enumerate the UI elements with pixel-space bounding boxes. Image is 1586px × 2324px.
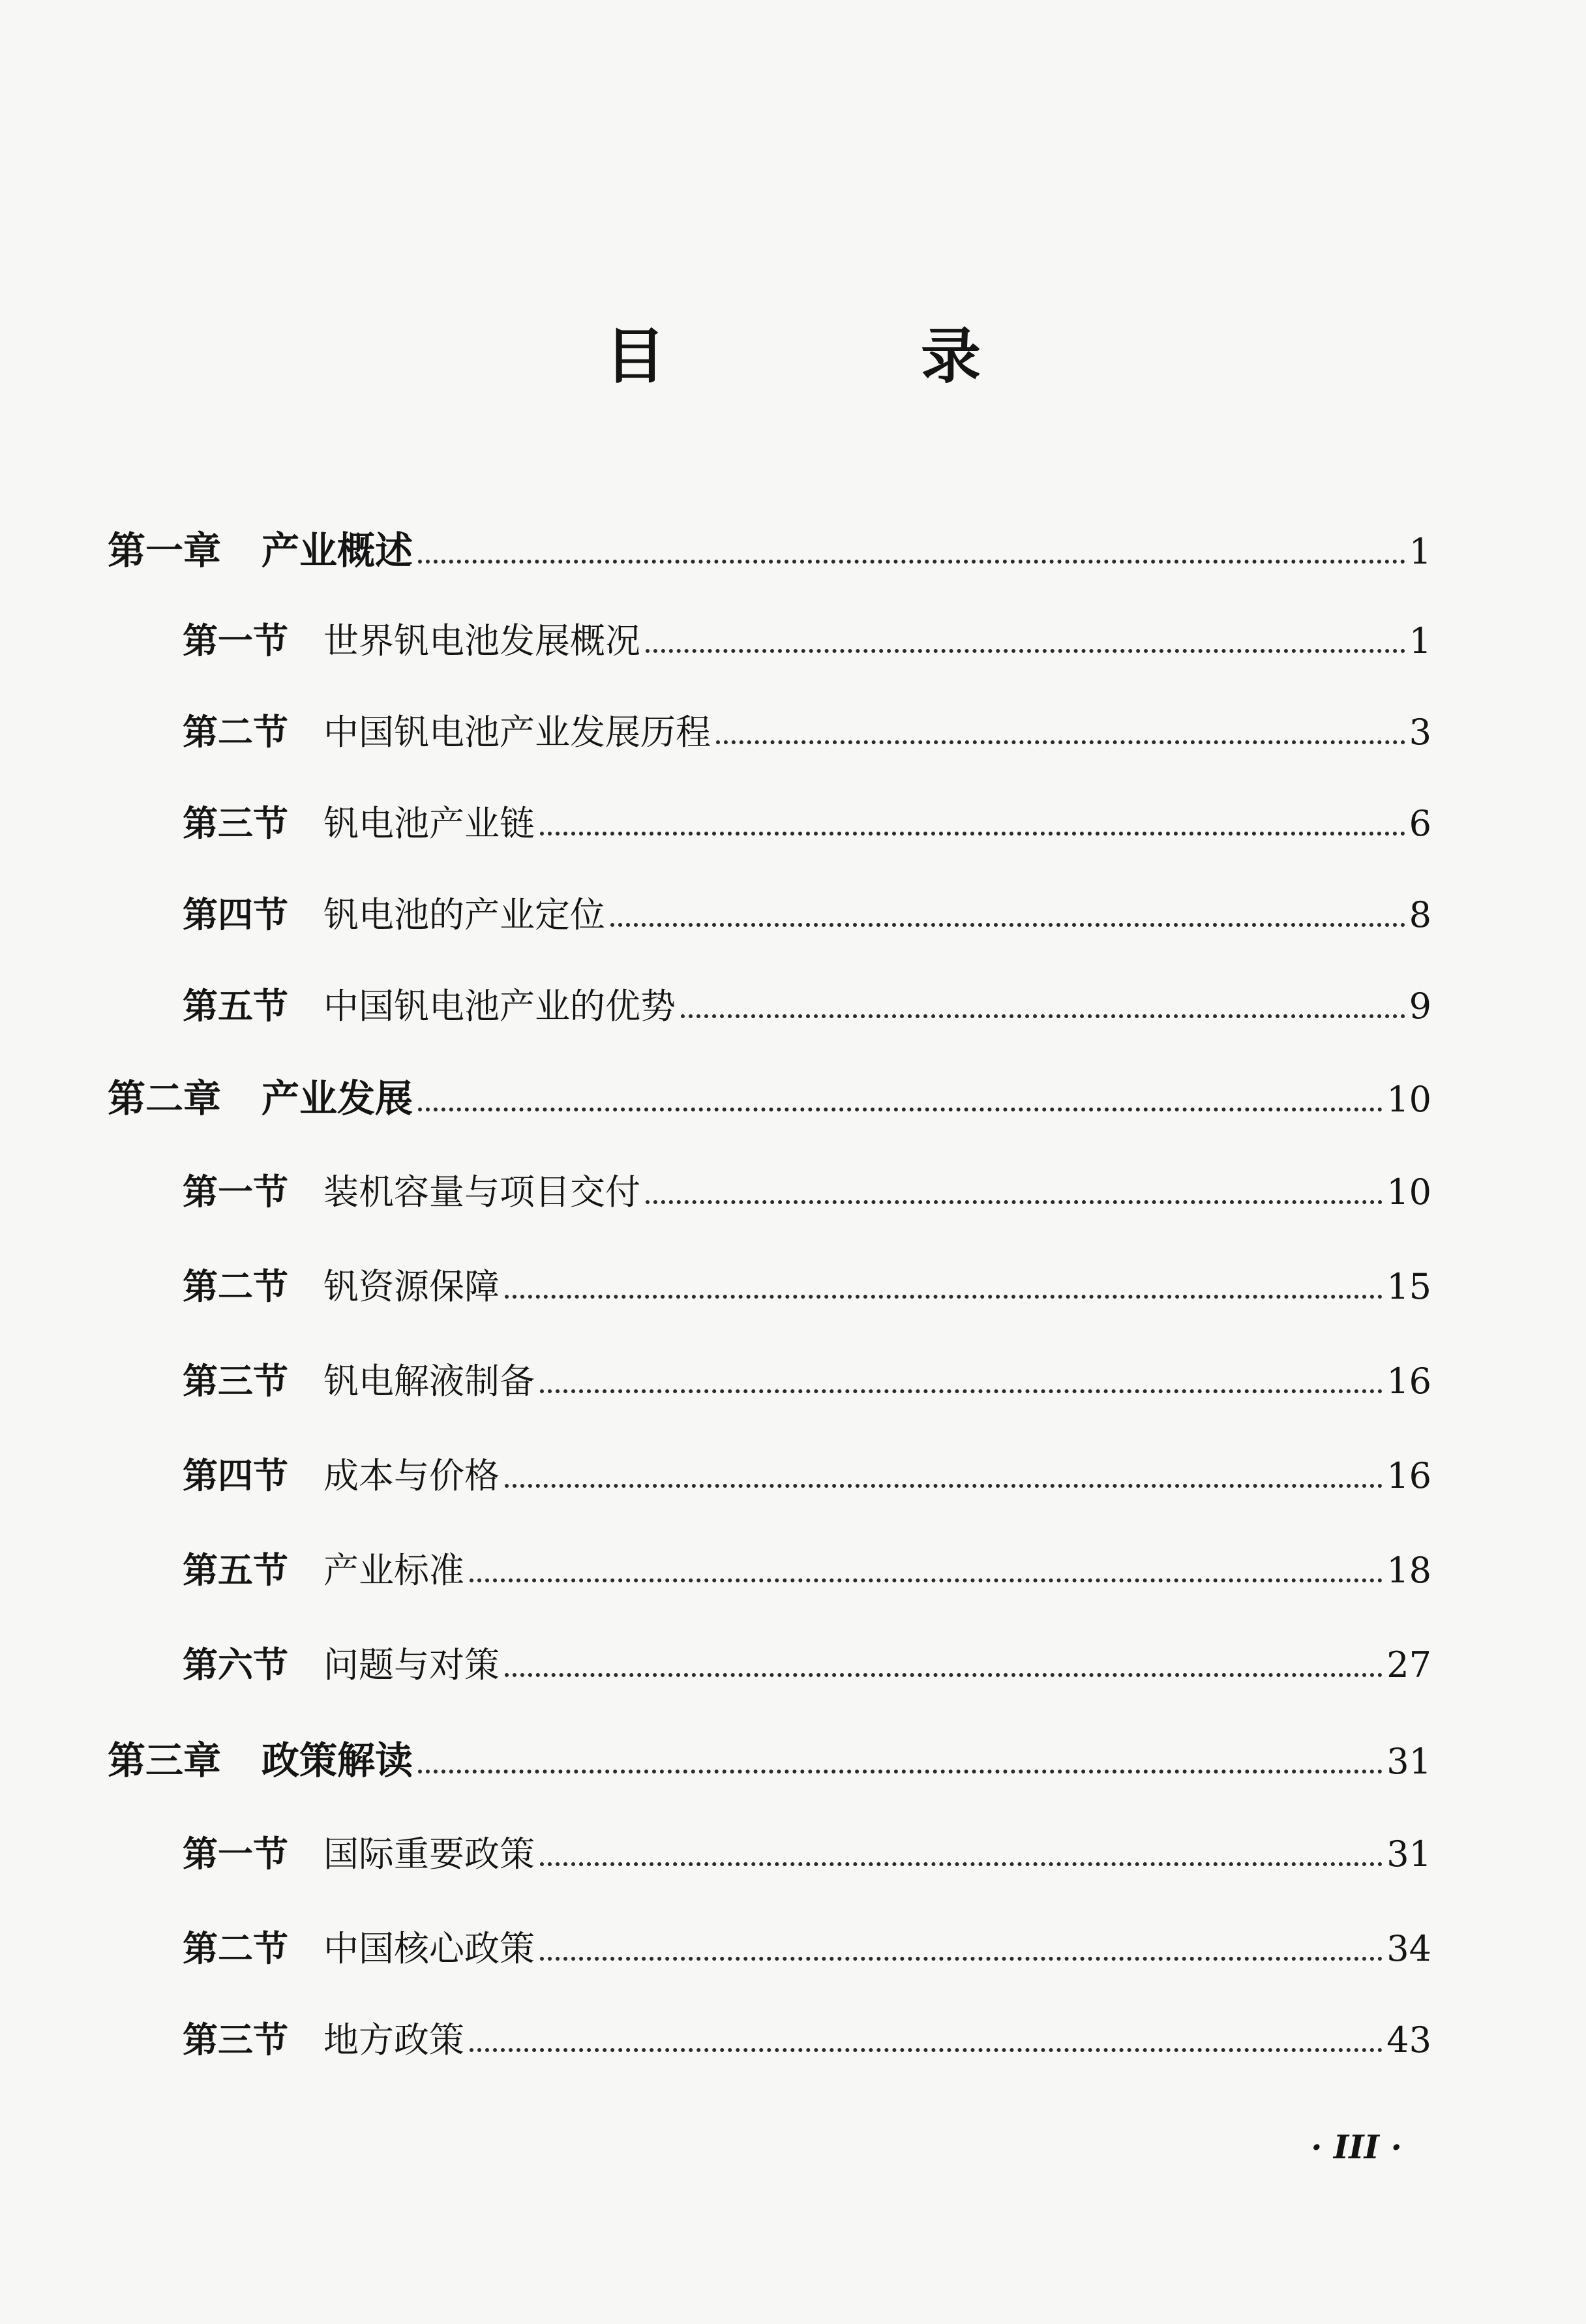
page-number: 8 (1409, 894, 1431, 935)
leader-dots (646, 649, 1405, 653)
section-number: 第三节 (183, 802, 288, 844)
page-number: 1 (1409, 620, 1431, 661)
leader-dots (470, 1578, 1383, 1582)
toc-section-2-5[interactable] (183, 1549, 1431, 1591)
page-number: 16 (1386, 1361, 1431, 1402)
page-number: 9 (1409, 986, 1431, 1027)
toc-section-1-5[interactable] (183, 985, 1431, 1027)
section-title: 中国钒电池产业的优势 (323, 986, 676, 1027)
section-title: 钒电解液制备 (323, 1361, 535, 1402)
toc-section-1-2[interactable] (183, 711, 1431, 753)
section-number: 第二节 (183, 711, 288, 753)
leader-dots (540, 1957, 1383, 1961)
page-number: 3 (1409, 712, 1431, 753)
toc-section-2-4[interactable] (183, 1455, 1431, 1496)
page-folio: · III · (1311, 2128, 1402, 2166)
section-title: 钒电池产业链 (323, 803, 535, 844)
page-number: 15 (1386, 1266, 1431, 1307)
section-title: 世界钒电池发展概况 (323, 620, 640, 661)
section-number: 第四节 (183, 1455, 288, 1496)
section-title: 问题与对策 (323, 1644, 500, 1685)
section-title: 国际重要政策 (323, 1834, 535, 1875)
toc-chapter-1[interactable] (108, 528, 1431, 573)
page-title: 目 录 (605, 321, 1099, 391)
chapter-number: 第二章 (108, 1076, 222, 1121)
toc-section-2-2[interactable] (183, 1265, 1431, 1307)
section-number: 第四节 (183, 894, 288, 935)
toc-section-3-3[interactable] (183, 2019, 1431, 2060)
section-number: 第一节 (183, 1171, 288, 1213)
section-number: 第一节 (183, 1833, 288, 1875)
section-number: 第五节 (183, 985, 288, 1027)
chapter-title: 政策解读 (262, 1738, 413, 1783)
page-number: 31 (1386, 1741, 1431, 1782)
leader-dots (610, 923, 1405, 927)
toc-section-3-2[interactable] (183, 1927, 1431, 1969)
leader-dots (646, 1200, 1383, 1204)
leader-dots (505, 1295, 1383, 1299)
toc-section-2-6[interactable] (183, 1644, 1431, 1685)
toc-chapter-3[interactable] (108, 1738, 1431, 1783)
leader-dots (681, 1014, 1405, 1018)
toc-section-1-1[interactable] (183, 620, 1431, 661)
section-title: 产业标准 (323, 1550, 464, 1591)
section-number: 第三节 (183, 2019, 288, 2060)
page-number: 16 (1386, 1455, 1431, 1496)
leader-dots (540, 1862, 1383, 1866)
section-title: 钒资源保障 (323, 1266, 500, 1307)
chapter-title: 产业概述 (262, 528, 413, 573)
page-number: 31 (1386, 1834, 1431, 1875)
chapter-number: 第三章 (108, 1738, 222, 1783)
page-number: 10 (1386, 1171, 1431, 1213)
leader-dots (470, 2048, 1383, 2052)
chapter-number: 第一章 (108, 528, 222, 573)
section-title: 装机容量与项目交付 (323, 1171, 640, 1213)
leader-dots (505, 1673, 1383, 1677)
leader-dots (418, 1770, 1383, 1773)
section-title: 中国核心政策 (323, 1928, 535, 1969)
section-number: 第二节 (183, 1927, 288, 1969)
page-number: 18 (1386, 1550, 1431, 1591)
section-title: 地方政策 (323, 2019, 464, 2060)
leader-dots (505, 1484, 1383, 1488)
section-title: 钒电池的产业定位 (323, 894, 605, 935)
section-title: 成本与价格 (323, 1455, 500, 1496)
leader-dots (540, 1389, 1383, 1393)
leader-dots (418, 560, 1405, 564)
leader-dots (716, 740, 1405, 744)
section-title: 中国钒电池产业发展历程 (323, 712, 711, 753)
page-number: 27 (1386, 1644, 1431, 1685)
page-number: 6 (1409, 803, 1431, 844)
toc-chapter-2[interactable] (108, 1076, 1431, 1121)
toc-section-1-3[interactable] (183, 802, 1431, 844)
section-number: 第一节 (183, 620, 288, 661)
page-number: 43 (1386, 2019, 1431, 2060)
toc-section-2-3[interactable] (183, 1360, 1431, 1402)
page-number: 10 (1386, 1079, 1431, 1120)
chapter-title: 产业发展 (262, 1076, 413, 1121)
leader-dots (540, 832, 1405, 836)
leader-dots (418, 1108, 1383, 1111)
section-number: 第六节 (183, 1644, 288, 1685)
section-number: 第五节 (183, 1549, 288, 1591)
toc-section-2-1[interactable] (183, 1171, 1431, 1213)
toc-section-1-4[interactable] (183, 894, 1431, 935)
page-number: 1 (1409, 531, 1431, 572)
toc-section-3-1[interactable] (183, 1833, 1431, 1875)
section-number: 第三节 (183, 1360, 288, 1402)
section-number: 第二节 (183, 1265, 288, 1307)
page-number: 34 (1386, 1928, 1431, 1969)
